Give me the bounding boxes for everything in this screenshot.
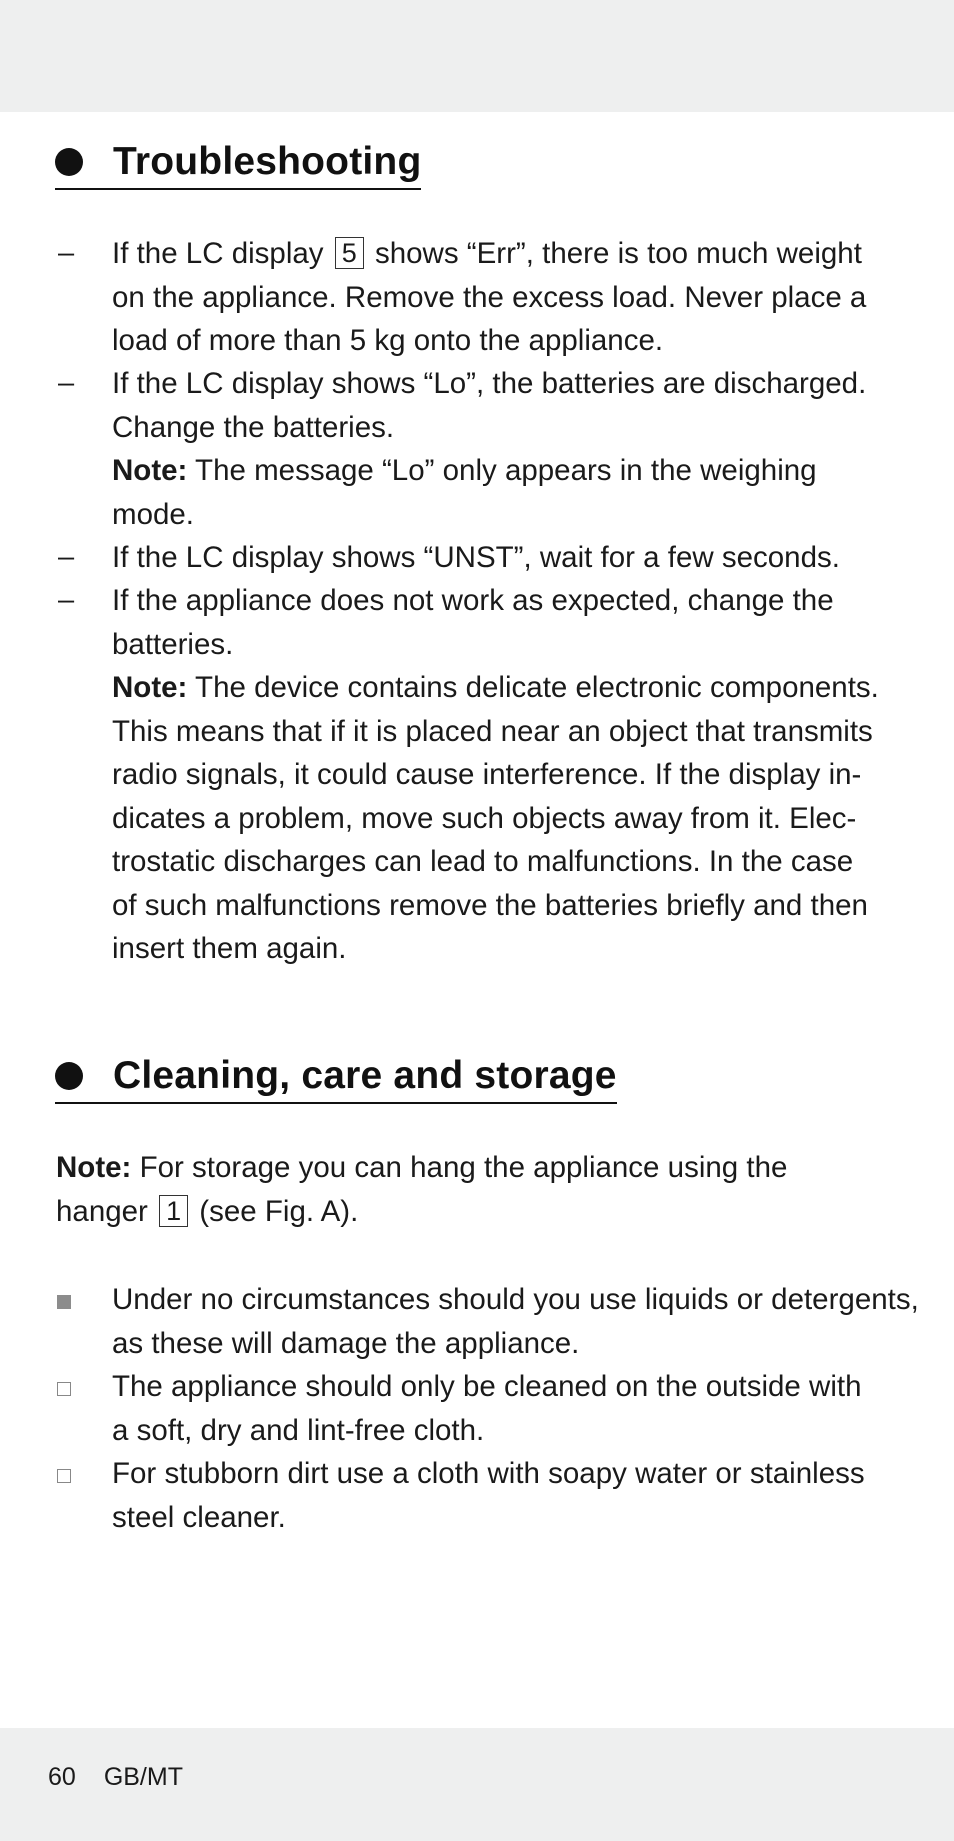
- cleaning-bullet-1: [112, 1278, 919, 1365]
- note-label: Note:: [112, 454, 188, 487]
- page-number: 60: [48, 1763, 76, 1791]
- troubleshooting-heading: [55, 140, 421, 190]
- note-line: radio signals, it could cause interference. If the display in-: [112, 758, 862, 791]
- text-line: load of more than 5 kg onto the appliance.: [112, 324, 664, 357]
- troubleshooting-item-2: [112, 362, 902, 536]
- footer: [48, 1763, 183, 1792]
- dash-marker: –: [58, 584, 75, 616]
- note-label: Note:: [112, 671, 188, 704]
- reference-number-box: 5: [335, 237, 364, 269]
- text-line: If the appliance does not work as expected, change the: [112, 584, 834, 617]
- empty-square-bullet-icon: [57, 1382, 71, 1396]
- note-line: dicates a problem, move such objects away from it. Elec-: [112, 801, 857, 835]
- text-line: If the LC display 5 shows “Err”, there is too much weight: [112, 237, 862, 270]
- storage-note: [56, 1146, 916, 1233]
- heading-bullet-dot: [55, 148, 83, 176]
- note-line: This means that if it is placed near an object that transmits: [112, 714, 873, 748]
- text-line: Under no circumstances should you use liquids or detergents,: [112, 1283, 919, 1316]
- text-line: If the LC display shows “Lo”, the batteries are discharged.: [112, 367, 867, 400]
- note-line: Note: For storage you can hang the appliance using the: [56, 1151, 788, 1184]
- note-line: of such malfunctions remove the batteries briefly and then: [112, 888, 868, 922]
- empty-square-bullet-icon: [57, 1469, 71, 1483]
- note-line: Note: The message “Lo” only appears in the weighing: [112, 454, 817, 487]
- dash-marker: –: [58, 237, 75, 269]
- heading-bullet-dot: [55, 1062, 83, 1090]
- note-line: trostatic discharges can lead to malfunctions. In the case: [112, 845, 854, 878]
- dash-marker: –: [58, 541, 75, 573]
- text-line: batteries.: [112, 627, 234, 661]
- troubleshooting-title: Troubleshooting: [113, 140, 422, 183]
- note-label: Note:: [56, 1151, 132, 1184]
- cleaning-bullet-2: [112, 1365, 902, 1452]
- note-line: insert them again.: [112, 932, 347, 965]
- cleaning-heading: [55, 1054, 617, 1104]
- header-band: [0, 0, 954, 112]
- cleaning-title: Cleaning, care and storage: [113, 1054, 617, 1097]
- troubleshooting-item-3: [112, 536, 902, 580]
- locale-code: GB/MT: [103, 1763, 183, 1791]
- text-line: The appliance should only be cleaned on the outside with: [112, 1370, 862, 1403]
- text-line: on the appliance. Remove the excess load. Never place a: [112, 280, 867, 314]
- reference-number-box: 1: [159, 1195, 188, 1227]
- text-line: steel cleaner.: [112, 1500, 286, 1534]
- troubleshooting-item-4: [112, 579, 902, 971]
- text-line: as these will damage the appliance.: [112, 1326, 580, 1360]
- note-line: hanger 1 (see Fig. A).: [56, 1194, 359, 1228]
- note-line: mode.: [112, 497, 194, 531]
- text-line: If the LC display shows “UNST”, wait for a few seconds.: [112, 541, 840, 574]
- text-line: Change the batteries.: [112, 410, 395, 444]
- note-line: Note: The device contains delicate electronic components.: [112, 671, 879, 704]
- cleaning-bullet-3: [112, 1452, 902, 1539]
- dash-marker: –: [58, 367, 75, 399]
- text-line: a soft, dry and lint-free cloth.: [112, 1413, 485, 1447]
- filled-square-bullet-icon: [57, 1295, 71, 1309]
- text-line: For stubborn dirt use a cloth with soapy water or stainless: [112, 1457, 865, 1490]
- troubleshooting-item-1: [112, 232, 902, 363]
